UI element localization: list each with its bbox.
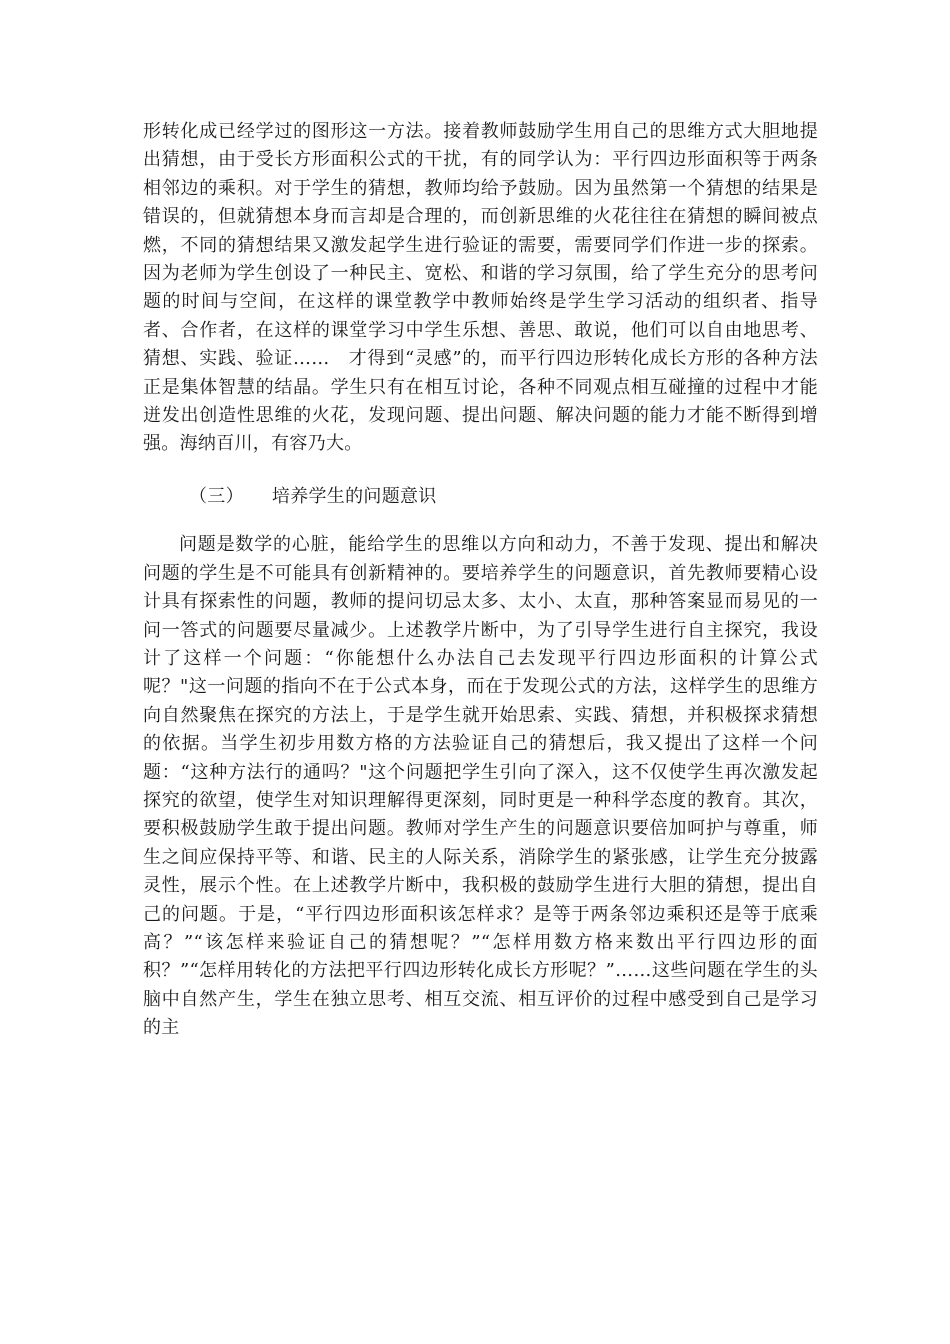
section-heading	[143, 483, 818, 511]
document-body	[143, 118, 818, 1043]
section-number: （三）	[189, 485, 244, 507]
paragraph-1: 形转化成已经学过的图形这一方法。接着教师鼓励学生用自己的思维方式大胆地提出猜想，由于受长方形面积公式的干扰，有的同学认为：平行四边形面积等于两条相邻边的乘积。对于学生的猜想，教师均给予鼓励。因为虽然第一个猜想的结果是错误的，但就猜想本身而言却是合理的，而创新思维的火花往往在猜想的瞬间被点燃，不同的猜想结果又激发起学生进行验证的需要，需要同学们作进一步的探索。因为老师为学生创设了一种民主、宽松、和谐的学习氛围，给了学生充分的思考问题的时间与空间，在这样的课堂教学中教师始终是学生学习活动的组织者、指导者、合作者，在这样的课堂学习中学生乐想、善思、敢说，他们可以自由地思考、猜想、实践、验证…… 才得到“灵感”的，而平行四边形转化成长方形的各种方法正是集体智慧的结晶。学生只有在相互讨论，各种不同观点相互碰撞的过程中才能迸发出创造性思维的火花，发现问题、提出问题、解决问题的能力才能不断得到增强。海纳百川，有容乃大。	[143, 121, 818, 455]
section-title: 培养学生的问题意识	[271, 485, 437, 507]
paragraph-2: 问题是数学的心脏，能给学生的思维以方向和动力，不善于发现、提出和解决问题的学生是不可能具有创新精神的。要培养学生的问题意识，首先教师要精心设计具有探索性的问题，教师的提问切忌太多、太小、太直，那种答案显而易见的一问一答式的问题要尽量减少。上述教学片断中，为了引导学生进行自主探究，我设计了这样一个问题：“你能想什么办法自己去发现平行四边形面积的计算公式呢？"这一问题的指向不在于公式本身，而在于发现公式的方法，这样学生的思维方向自然聚焦在探究的方法上，于是学生就开始思索、实践、猜想，并积极探求猜想的依据。当学生初步用数方格的方法验证自己的猜想后，我又提出了这样一个问题：“这种方法行的通吗？"这个问题把学生引向了深入，这不仅使学生再次激发起探究的欲望，使学生对知识理解得更深刻，同时更是一种科学态度的教育。其次，要积极鼓励学生敢于提出问题。教师对学生产生的问题意识要倍加呵护与尊重，师生之间应保持平等、和谐、民主的人际关系，消除学生的紧张感，让学生充分披露灵性，展示个性。在上述教学片断中，我积极的鼓励学生进行大胆的猜想，提出自己的问题。于是，“平行四边形面积该怎样求？是等于两条邻边乘积还是等于底乘高？”“该怎样来验证自己的猜想呢？”“怎样用数方格来数出平行四边形的面积？”“怎样用转化的方法把平行四边形转化成长方形呢？”……这些问题在学生的头脑中自然产生，学生在独立思考、相互交流、相互评价的过程中感受到自己是学习的主	[143, 534, 818, 1039]
